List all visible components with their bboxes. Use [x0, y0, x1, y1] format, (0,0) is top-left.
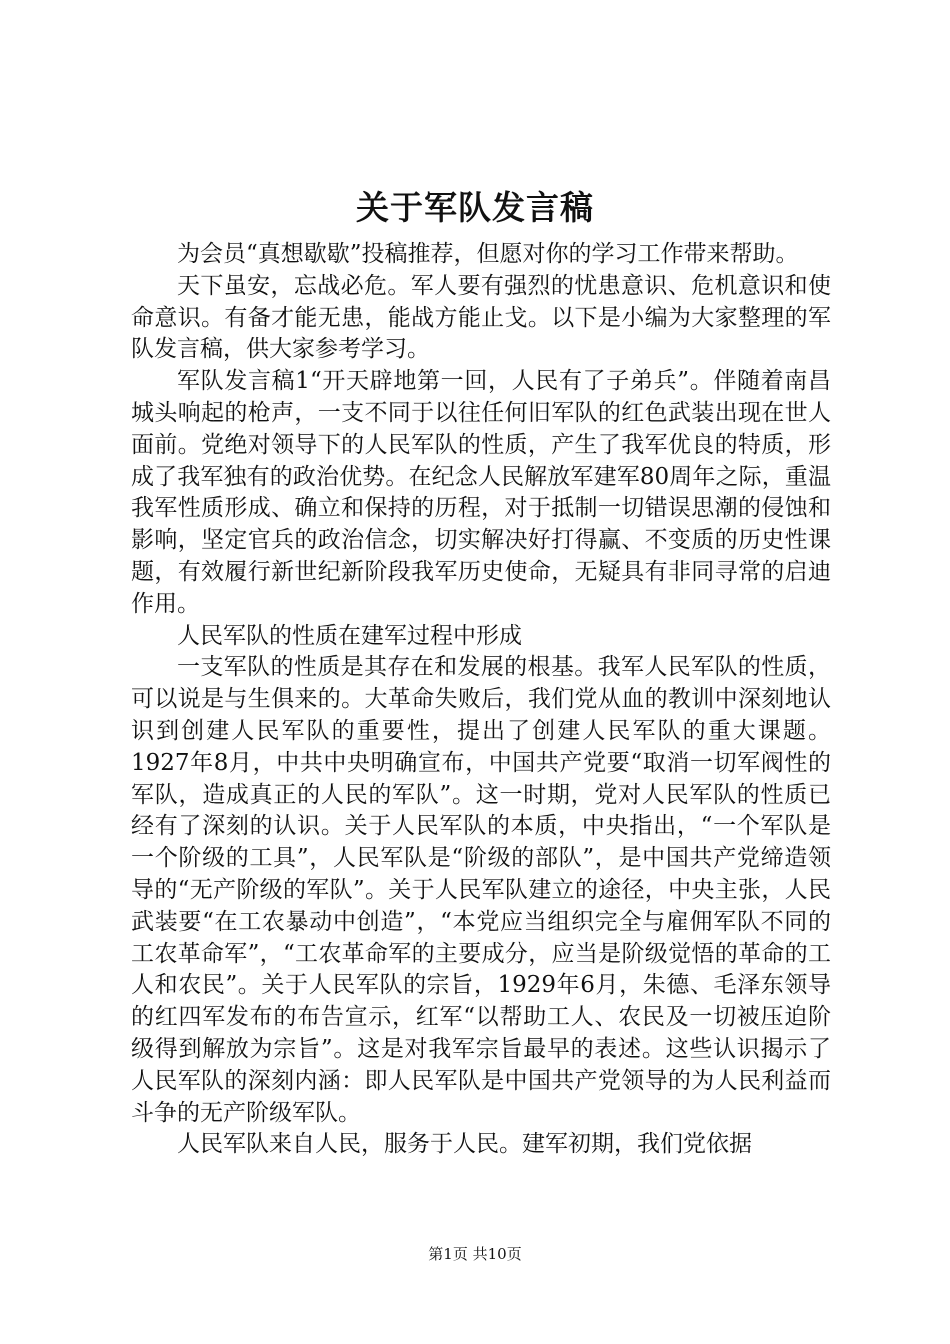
paragraph: 天下虽安，忘战必危。军人要有强烈的忧患意识、危机意识和使命意识。有备才能无患，能战方能止戈。以下是小编为大家整理的军队发言稿，供大家参考学习。	[131, 272, 831, 363]
document-body	[131, 239, 831, 1161]
paragraph: 一支军队的性质是其存在和发展的根基。我军人民军队的性质，可以说是与生俱来的。大革命失败后，我们党从血的教训中深刻地认识到创建人民军队的重要性，提出了创建人民军队的重大课题。1927年8月，中共中央明确宣布，中国共产党要“取消一切军阀性的军队，造成真正的人民的军队”。这一时期，党对人民军队的性质已经有了深刻的认识。关于人民军队的本质，中央指出，“一个军队是一个阶级的工具”，人民军队是“阶级的部队”，是中国共产党缔造领导的“无产阶级的军队”。关于人民军队建立的途径，中央主张，人民武装要“在工农暴动中创造”，“本党应当组织完全与雇佣军队不同的工农革命军”，“工农革命军的主要成分，应当是阶级觉悟的革命的工人和农民”。关于人民军队的宗旨，1929年6月，朱德、毛泽东领导的红四军发布的布告宣示，红军“以帮助工人、农民及一切被压迫阶级得到解放为宗旨”。这是对我军宗旨最早的表述。这些认识揭示了人民军队的深刻内涵：即人民军队是中国共产党领导的为人民利益而斗争的无产阶级军队。	[131, 654, 831, 1126]
paragraph: 为会员“真想歇歇”投稿推荐，但愿对你的学习工作带来帮助。	[177, 241, 799, 267]
section-heading: 人民军队的性质在建军过程中形成	[177, 622, 522, 649]
page-footer: 第1页 共10页	[428, 1245, 522, 1263]
page-title: 关于军队发言稿	[356, 188, 594, 227]
paragraph: 人民军队来自人民，服务于人民。建军初期，我们党依据	[177, 1131, 752, 1158]
paragraph: 军队发言稿1“开天辟地第一回，人民有了子弟兵”。伴随着南昌城头响起的枪声，一支不同于以往任何旧军队的红色武装出现在世人面前。党绝对领导下的人民军队的性质，产生了我军优良的特质，形成了我军独有的政治优势。在纪念人民解放军建军80周年之际，重温我军性质形成、确立和保持的历程，对于抵制一切错误思潮的侵蚀和影响，坚定官兵的政治信念，切实解决好打得赢、不变质的历史性课题，有效履行新世纪新阶段我军历史使命，无疑具有非同寻常的启迪作用。	[131, 368, 831, 617]
